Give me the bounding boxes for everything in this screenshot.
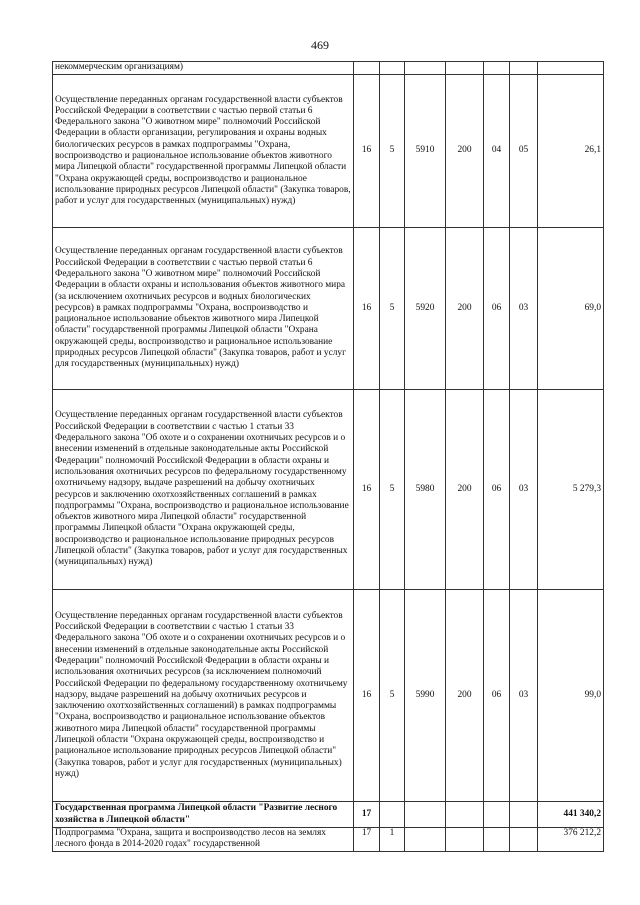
- row-code-1: 16: [354, 228, 380, 390]
- row-code-1: 16: [354, 390, 380, 590]
- row-code-6: [510, 802, 538, 828]
- row-code-6: 03: [510, 590, 538, 802]
- row-description: Подпрограмма "Охрана, защита и воспроизводство лесов на землях лесного фонда в 2014-2020 годах" государственной: [53, 828, 354, 852]
- row-code-2: 5: [380, 590, 405, 802]
- table-row: [53, 62, 604, 75]
- row-description: Государственная программа Липецкой области "Развитие лесного хозяйства в Липецкой области": [53, 802, 354, 828]
- page-number: 469: [311, 38, 329, 52]
- row-code-6: [510, 828, 538, 852]
- row-code-6: [510, 62, 538, 75]
- row-description: Осуществление переданных органам государственной власти субъектов Российской Федерации в соответствии с частью первой статьи 6 Федерального закона "О животном мире" полномочий Российской Федерации в области охраны и использования объектов животного мира (за исключением охотничьих ресурсов и водных биологических ресурсов) в рамках подпрограммы "Охрана, воспроизводство и рациональное использование объектов животного мира Липецкой области" государственной программы Липецкой области "Охрана окружающей среды, воспроизводство и рациональное использование природных ресурсов Липецкой области" (Закупка товаров, работ и услуг для государственных (муниципальных) нужд): [53, 228, 354, 390]
- row-code-4: 200: [446, 75, 484, 228]
- row-code-3: [405, 802, 446, 828]
- row-code-5: [484, 62, 510, 75]
- row-code-2: 5: [380, 228, 405, 390]
- row-code-1: 17: [354, 828, 380, 852]
- table-row: [53, 828, 604, 852]
- row-code-2: 1: [380, 828, 405, 852]
- row-code-1: 16: [354, 590, 380, 802]
- table-row-program-total: [53, 802, 604, 828]
- row-amount: [538, 62, 604, 75]
- row-code-4: [446, 828, 484, 852]
- row-amount: 376 212,2: [538, 828, 604, 852]
- table-row: [53, 228, 604, 390]
- row-description: Осуществление переданных органам государственной власти субъектов Российской Федерации в соответствии с частью 1 статьи 33 Федерального закона "Об охоте и о сохранении охотничьих ресурсов и о внесении изменений в отдельные законодательные акты Российской Федерации" полномочий Российской Федерации в области охраны и использования охотничьих ресурсов (за исключением полномочий Российской Федерации по федеральному государственному охотничьему надзору, выдаче разрешений на добычу охотничьих ресурсов и заключению охотхозяйственных соглашений) в рамках подпрограммы "Охрана, воспроизводство и рациональное использование объектов животного мира Липецкой области" государственной программы Липецкой области "Охрана окружающей среды, воспроизводство и рациональное использование природных ресурсов Липецкой области" (Закупка товаров, работ и услуг для государственных (муниципальных) нужд): [53, 590, 354, 802]
- row-amount: 5 279,3: [538, 390, 604, 590]
- table-row: [53, 590, 604, 802]
- row-code-4: [446, 802, 484, 828]
- row-code-4: [446, 62, 484, 75]
- row-code-3: [405, 828, 446, 852]
- row-code-5: 06: [484, 390, 510, 590]
- table-row: [53, 390, 604, 590]
- row-code-4: 200: [446, 228, 484, 390]
- row-amount: 441 340,2: [538, 802, 604, 828]
- row-code-5: [484, 828, 510, 852]
- row-code-3: 5990: [405, 590, 446, 802]
- row-amount: 99,0: [538, 590, 604, 802]
- row-code-3: 5980: [405, 390, 446, 590]
- row-code-1: 16: [354, 75, 380, 228]
- row-amount: 69,0: [538, 228, 604, 390]
- row-code-6: 03: [510, 390, 538, 590]
- row-code-2: [380, 802, 405, 828]
- row-code-1: [354, 62, 380, 75]
- row-code-2: [380, 62, 405, 75]
- row-code-2: 5: [380, 390, 405, 590]
- row-code-3: 5910: [405, 75, 446, 228]
- row-amount: 26,1: [538, 75, 604, 228]
- row-code-3: 5920: [405, 228, 446, 390]
- budget-table: [52, 61, 604, 852]
- row-description: Осуществление переданных органам государственной власти субъектов Российской Федерации в соответствии с частью 1 статьи 33 Федерального закона "Об охоте и о сохранении охотничьих ресурсов и о внесении изменений в отдельные законодательные акты Российской Федерации" полномочий Российской Федерации в области охраны и использования охотничьих ресурсов по федеральному государственному охотничьему надзору, выдаче разрешений на добычу охотничьих ресурсов и заключению охотхозяйственных соглашений в рамках подпрограммы "Охрана, воспроизводство и рациональное использование объектов животного мира Липецкой области" государственной программы Липецкой области "Охрана окружающей среды, воспроизводство и рациональное использование природных ресурсов Липецкой области" (Закупка товаров, работ и услуг для государственных (муниципальных) нужд): [53, 390, 354, 590]
- row-description: Осуществление переданных органам государственной власти субъектов Российской Федерации в соответствии с частью первой статьи 6 Федерального закона "О животном мире" полномочий Российской Федерации в области организации, регулирования и охраны водных биологических ресурсов в рамках подпрограммы "Охрана, воспроизводство и рациональное использование объектов животного мира Липецкой области" государственной программы Липецкой области "Охрана окружающей среды, воспроизводство и рациональное использование природных ресурсов Липецкой области" (Закупка товаров, работ и услуг для государственных (муниципальных) нужд): [53, 75, 354, 228]
- row-code-1: 17: [354, 802, 380, 828]
- row-code-5: 04: [484, 75, 510, 228]
- row-description: некоммерческим организациям): [53, 62, 354, 75]
- table-row: [53, 75, 604, 228]
- row-code-6: 05: [510, 75, 538, 228]
- row-code-5: 06: [484, 228, 510, 390]
- row-code-3: [405, 62, 446, 75]
- row-code-6: 03: [510, 228, 538, 390]
- row-code-4: 200: [446, 390, 484, 590]
- row-code-5: [484, 802, 510, 828]
- row-code-4: 200: [446, 590, 484, 802]
- row-code-5: 06: [484, 590, 510, 802]
- row-code-2: 5: [380, 75, 405, 228]
